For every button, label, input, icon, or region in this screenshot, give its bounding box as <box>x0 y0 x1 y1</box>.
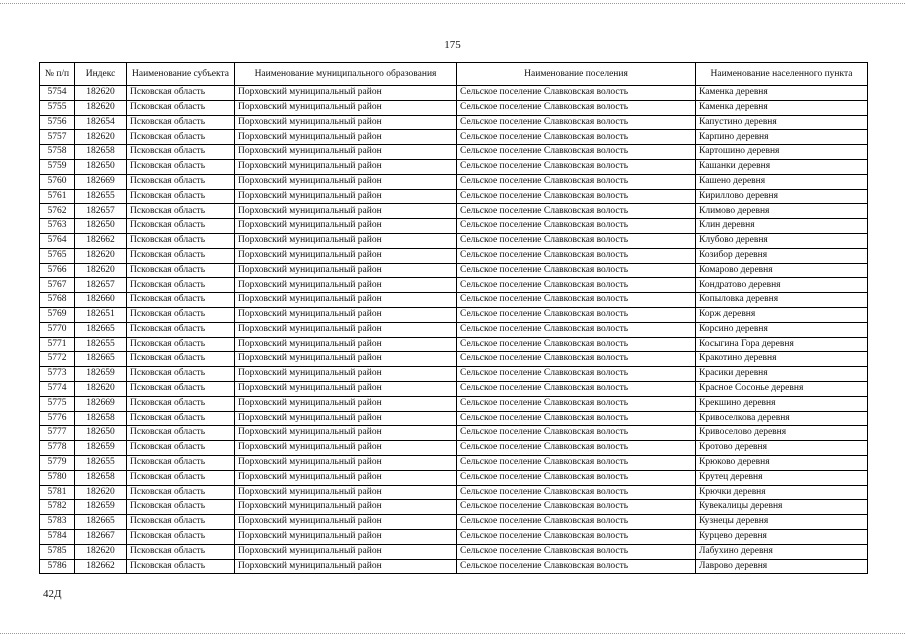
cell-num: 5769 <box>40 307 75 322</box>
cell-subject: Псковская область <box>127 411 235 426</box>
cell-index: 182620 <box>75 485 127 500</box>
table-row <box>40 115 868 130</box>
cell-settlement: Сельское поселение Славковская волость <box>457 100 696 115</box>
cell-index: 182620 <box>75 86 127 101</box>
cell-settlement: Сельское поселение Славковская волость <box>457 86 696 101</box>
table-row <box>40 307 868 322</box>
table-row <box>40 426 868 441</box>
table-row <box>40 559 868 574</box>
cell-settlement: Сельское поселение Славковская волость <box>457 159 696 174</box>
cell-municipality: Порховский муниципальный район <box>235 145 457 160</box>
cell-subject: Псковская область <box>127 263 235 278</box>
cell-subject: Псковская область <box>127 381 235 396</box>
cell-num: 5765 <box>40 248 75 263</box>
cell-index: 182662 <box>75 559 127 574</box>
table-row <box>40 352 868 367</box>
cell-municipality: Порховский муниципальный район <box>235 559 457 574</box>
cell-subject: Псковская область <box>127 248 235 263</box>
cell-locality: Картошино деревня <box>696 145 868 160</box>
table-row <box>40 455 868 470</box>
cell-subject: Псковская область <box>127 307 235 322</box>
cell-municipality: Порховский муниципальный район <box>235 293 457 308</box>
cell-num: 5779 <box>40 455 75 470</box>
cell-municipality: Порховский муниципальный район <box>235 204 457 219</box>
cell-subject: Псковская область <box>127 159 235 174</box>
header-locality: Наименование населенного пункта <box>696 63 868 86</box>
cell-index: 182650 <box>75 219 127 234</box>
cell-municipality: Порховский муниципальный район <box>235 470 457 485</box>
cell-settlement: Сельское поселение Славковская волость <box>457 189 696 204</box>
cell-settlement: Сельское поселение Славковская волость <box>457 470 696 485</box>
cell-num: 5776 <box>40 411 75 426</box>
table-row <box>40 381 868 396</box>
cell-locality: Климово деревня <box>696 204 868 219</box>
cell-subject: Псковская область <box>127 367 235 382</box>
cell-settlement: Сельское поселение Славковская волость <box>457 233 696 248</box>
table-row <box>40 263 868 278</box>
cell-subject: Псковская область <box>127 515 235 530</box>
cell-settlement: Сельское поселение Славковская волость <box>457 411 696 426</box>
cell-index: 182665 <box>75 352 127 367</box>
cell-subject: Псковская область <box>127 500 235 515</box>
cell-num: 5785 <box>40 544 75 559</box>
cell-index: 182669 <box>75 396 127 411</box>
cell-locality: Красики деревня <box>696 367 868 382</box>
cell-settlement: Сельское поселение Славковская волость <box>457 263 696 278</box>
cell-municipality: Порховский муниципальный район <box>235 544 457 559</box>
cell-municipality: Порховский муниципальный район <box>235 500 457 515</box>
cell-locality: Крекшино деревня <box>696 396 868 411</box>
cell-num: 5763 <box>40 219 75 234</box>
cell-num: 5761 <box>40 189 75 204</box>
cell-index: 182620 <box>75 100 127 115</box>
cell-locality: Клин деревня <box>696 219 868 234</box>
table-row <box>40 411 868 426</box>
cell-municipality: Порховский муниципальный район <box>235 396 457 411</box>
cell-num: 5764 <box>40 233 75 248</box>
cell-index: 182657 <box>75 204 127 219</box>
table-row <box>40 441 868 456</box>
page-number: 175 <box>444 39 461 51</box>
cell-index: 182651 <box>75 307 127 322</box>
cell-municipality: Порховский муниципальный район <box>235 278 457 293</box>
cell-index: 182667 <box>75 529 127 544</box>
cell-settlement: Сельское поселение Славковская волость <box>457 515 696 530</box>
table-row <box>40 529 868 544</box>
table-row <box>40 189 868 204</box>
table-row <box>40 159 868 174</box>
cell-locality: Капустино деревня <box>696 115 868 130</box>
cell-municipality: Порховский муниципальный район <box>235 411 457 426</box>
cell-subject: Псковская область <box>127 352 235 367</box>
cell-locality: Кривоселово деревня <box>696 426 868 441</box>
cell-municipality: Порховский муниципальный район <box>235 529 457 544</box>
cell-subject: Псковская область <box>127 86 235 101</box>
cell-settlement: Сельское поселение Славковская волость <box>457 248 696 263</box>
cell-subject: Псковская область <box>127 544 235 559</box>
cell-settlement: Сельское поселение Славковская волость <box>457 544 696 559</box>
cell-settlement: Сельское поселение Славковская волость <box>457 293 696 308</box>
cell-settlement: Сельское поселение Славковская волость <box>457 367 696 382</box>
cell-locality: Комарово деревня <box>696 263 868 278</box>
cell-locality: Лабухино деревня <box>696 544 868 559</box>
cell-locality: Козибор деревня <box>696 248 868 263</box>
cell-municipality: Порховский муниципальный район <box>235 174 457 189</box>
cell-settlement: Сельское поселение Славковская волость <box>457 337 696 352</box>
cell-index: 182657 <box>75 278 127 293</box>
header-settlement: Наименование поселения <box>457 63 696 86</box>
cell-municipality: Порховский муниципальный район <box>235 233 457 248</box>
cell-locality: Корсино деревня <box>696 322 868 337</box>
cell-index: 182620 <box>75 263 127 278</box>
cell-settlement: Сельское поселение Славковская волость <box>457 204 696 219</box>
cell-index: 182620 <box>75 248 127 263</box>
table-row <box>40 470 868 485</box>
cell-subject: Псковская область <box>127 293 235 308</box>
table-row <box>40 86 868 101</box>
cell-locality: Кривоселкова деревня <box>696 411 868 426</box>
cell-subject: Псковская область <box>127 278 235 293</box>
table-row <box>40 219 868 234</box>
cell-subject: Псковская область <box>127 115 235 130</box>
cell-municipality: Порховский муниципальный район <box>235 485 457 500</box>
table-row <box>40 322 868 337</box>
header-municipality: Наименование муниципального образования <box>235 63 457 86</box>
cell-municipality: Порховский муниципальный район <box>235 219 457 234</box>
table-body <box>40 86 868 574</box>
scan-edge-bottom <box>0 633 905 634</box>
cell-subject: Псковская область <box>127 204 235 219</box>
cell-subject: Псковская область <box>127 485 235 500</box>
cell-index: 182665 <box>75 322 127 337</box>
cell-index: 182658 <box>75 411 127 426</box>
cell-num: 5760 <box>40 174 75 189</box>
table-header-row <box>40 63 868 86</box>
table-row <box>40 145 868 160</box>
table-row <box>40 233 868 248</box>
cell-num: 5758 <box>40 145 75 160</box>
cell-subject: Псковская область <box>127 219 235 234</box>
cell-index: 182650 <box>75 159 127 174</box>
cell-subject: Псковская область <box>127 441 235 456</box>
cell-num: 5757 <box>40 130 75 145</box>
cell-num: 5782 <box>40 500 75 515</box>
cell-locality: Каменка деревня <box>696 86 868 101</box>
cell-index: 182620 <box>75 381 127 396</box>
cell-locality: Крючки деревня <box>696 485 868 500</box>
cell-municipality: Порховский муниципальный район <box>235 159 457 174</box>
cell-num: 5754 <box>40 86 75 101</box>
table-row <box>40 396 868 411</box>
cell-locality: Кашено деревня <box>696 174 868 189</box>
cell-locality: Кракотино деревня <box>696 352 868 367</box>
cell-subject: Псковская область <box>127 100 235 115</box>
cell-locality: Кашанки деревня <box>696 159 868 174</box>
cell-locality: Клубово деревня <box>696 233 868 248</box>
cell-num: 5777 <box>40 426 75 441</box>
cell-num: 5756 <box>40 115 75 130</box>
cell-locality: Корж деревня <box>696 307 868 322</box>
table-row <box>40 278 868 293</box>
cell-index: 182655 <box>75 337 127 352</box>
table-row <box>40 367 868 382</box>
table-row <box>40 544 868 559</box>
cell-num: 5786 <box>40 559 75 574</box>
cell-settlement: Сельское поселение Славковская волость <box>457 529 696 544</box>
cell-municipality: Порховский муниципальный район <box>235 322 457 337</box>
cell-settlement: Сельское поселение Славковская волость <box>457 322 696 337</box>
cell-locality: Кузнецы деревня <box>696 515 868 530</box>
cell-index: 182658 <box>75 145 127 160</box>
table-row <box>40 248 868 263</box>
cell-settlement: Сельское поселение Славковская волость <box>457 455 696 470</box>
cell-municipality: Порховский муниципальный район <box>235 367 457 382</box>
cell-settlement: Сельское поселение Славковская волость <box>457 500 696 515</box>
cell-settlement: Сельское поселение Славковская волость <box>457 115 696 130</box>
cell-index: 182620 <box>75 544 127 559</box>
cell-index: 182669 <box>75 174 127 189</box>
cell-municipality: Порховский муниципальный район <box>235 130 457 145</box>
cell-settlement: Сельское поселение Славковская волость <box>457 307 696 322</box>
cell-num: 5759 <box>40 159 75 174</box>
cell-settlement: Сельское поселение Славковская волость <box>457 381 696 396</box>
cell-municipality: Порховский муниципальный район <box>235 381 457 396</box>
cell-locality: Косыгина Гора деревня <box>696 337 868 352</box>
cell-num: 5780 <box>40 470 75 485</box>
cell-index: 182655 <box>75 189 127 204</box>
cell-settlement: Сельское поселение Славковская волость <box>457 130 696 145</box>
cell-locality: Крюково деревня <box>696 455 868 470</box>
cell-settlement: Сельское поселение Славковская волость <box>457 441 696 456</box>
cell-num: 5784 <box>40 529 75 544</box>
cell-index: 182658 <box>75 470 127 485</box>
cell-settlement: Сельское поселение Славковская волость <box>457 219 696 234</box>
cell-locality: Курцево деревня <box>696 529 868 544</box>
cell-settlement: Сельское поселение Славковская волость <box>457 145 696 160</box>
cell-locality: Каменка деревня <box>696 100 868 115</box>
cell-settlement: Сельское поселение Славковская волость <box>457 352 696 367</box>
cell-subject: Псковская область <box>127 529 235 544</box>
cell-num: 5778 <box>40 441 75 456</box>
cell-index: 182659 <box>75 500 127 515</box>
cell-settlement: Сельское поселение Славковская волость <box>457 174 696 189</box>
cell-index: 182659 <box>75 441 127 456</box>
table-row <box>40 100 868 115</box>
cell-index: 182660 <box>75 293 127 308</box>
cell-locality: Кириллово деревня <box>696 189 868 204</box>
cell-locality: Лаврово деревня <box>696 559 868 574</box>
cell-municipality: Порховский муниципальный район <box>235 337 457 352</box>
cell-locality: Кротово деревня <box>696 441 868 456</box>
header-index: Индекс <box>75 63 127 86</box>
cell-num: 5772 <box>40 352 75 367</box>
cell-subject: Псковская область <box>127 426 235 441</box>
cell-municipality: Порховский муниципальный район <box>235 100 457 115</box>
cell-locality: Кондратово деревня <box>696 278 868 293</box>
cell-municipality: Порховский муниципальный район <box>235 189 457 204</box>
cell-subject: Псковская область <box>127 233 235 248</box>
cell-municipality: Порховский муниципальный район <box>235 115 457 130</box>
cell-subject: Псковская область <box>127 145 235 160</box>
cell-num: 5770 <box>40 322 75 337</box>
cell-index: 182659 <box>75 367 127 382</box>
cell-num: 5773 <box>40 367 75 382</box>
cell-num: 5783 <box>40 515 75 530</box>
cell-municipality: Порховский муниципальный район <box>235 86 457 101</box>
cell-num: 5762 <box>40 204 75 219</box>
cell-settlement: Сельское поселение Славковская волость <box>457 485 696 500</box>
header-subject: Наименование субъекта <box>127 63 235 86</box>
cell-index: 182654 <box>75 115 127 130</box>
cell-index: 182655 <box>75 455 127 470</box>
cell-municipality: Порховский муниципальный район <box>235 352 457 367</box>
cell-municipality: Порховский муниципальный район <box>235 307 457 322</box>
cell-locality: Красное Сосонье деревня <box>696 381 868 396</box>
table-row <box>40 485 868 500</box>
table-row <box>40 500 868 515</box>
cell-num: 5766 <box>40 263 75 278</box>
cell-settlement: Сельское поселение Славковская волость <box>457 396 696 411</box>
cell-subject: Псковская область <box>127 189 235 204</box>
cell-settlement: Сельское поселение Славковская волость <box>457 278 696 293</box>
cell-num: 5774 <box>40 381 75 396</box>
cell-municipality: Порховский муниципальный район <box>235 426 457 441</box>
cell-subject: Псковская область <box>127 396 235 411</box>
cell-settlement: Сельское поселение Славковская волость <box>457 426 696 441</box>
cell-municipality: Порховский муниципальный район <box>235 263 457 278</box>
cell-num: 5755 <box>40 100 75 115</box>
header-num: № п/п <box>40 63 75 86</box>
cell-locality: Кувекалицы деревня <box>696 500 868 515</box>
cell-num: 5768 <box>40 293 75 308</box>
locality-registry-table <box>39 62 868 574</box>
table-row <box>40 337 868 352</box>
cell-municipality: Порховский муниципальный район <box>235 248 457 263</box>
table-row <box>40 204 868 219</box>
cell-num: 5771 <box>40 337 75 352</box>
scan-edge-top <box>0 3 905 4</box>
cell-municipality: Порховский муниципальный район <box>235 455 457 470</box>
cell-subject: Псковская область <box>127 130 235 145</box>
footer-code: 42Д <box>43 588 62 600</box>
table-row <box>40 130 868 145</box>
cell-index: 182620 <box>75 130 127 145</box>
table-row <box>40 174 868 189</box>
cell-municipality: Порховский муниципальный район <box>235 441 457 456</box>
table-row <box>40 515 868 530</box>
cell-index: 182650 <box>75 426 127 441</box>
cell-locality: Крутец деревня <box>696 470 868 485</box>
cell-subject: Псковская область <box>127 455 235 470</box>
cell-index: 182665 <box>75 515 127 530</box>
cell-subject: Псковская область <box>127 174 235 189</box>
cell-settlement: Сельское поселение Славковская волость <box>457 559 696 574</box>
cell-num: 5775 <box>40 396 75 411</box>
cell-subject: Псковская область <box>127 470 235 485</box>
cell-municipality: Порховский муниципальный район <box>235 515 457 530</box>
cell-num: 5767 <box>40 278 75 293</box>
cell-subject: Псковская область <box>127 559 235 574</box>
cell-index: 182662 <box>75 233 127 248</box>
table-row <box>40 293 868 308</box>
cell-subject: Псковская область <box>127 322 235 337</box>
cell-num: 5781 <box>40 485 75 500</box>
cell-locality: Копыловка деревня <box>696 293 868 308</box>
cell-locality: Карпино деревня <box>696 130 868 145</box>
cell-subject: Псковская область <box>127 337 235 352</box>
